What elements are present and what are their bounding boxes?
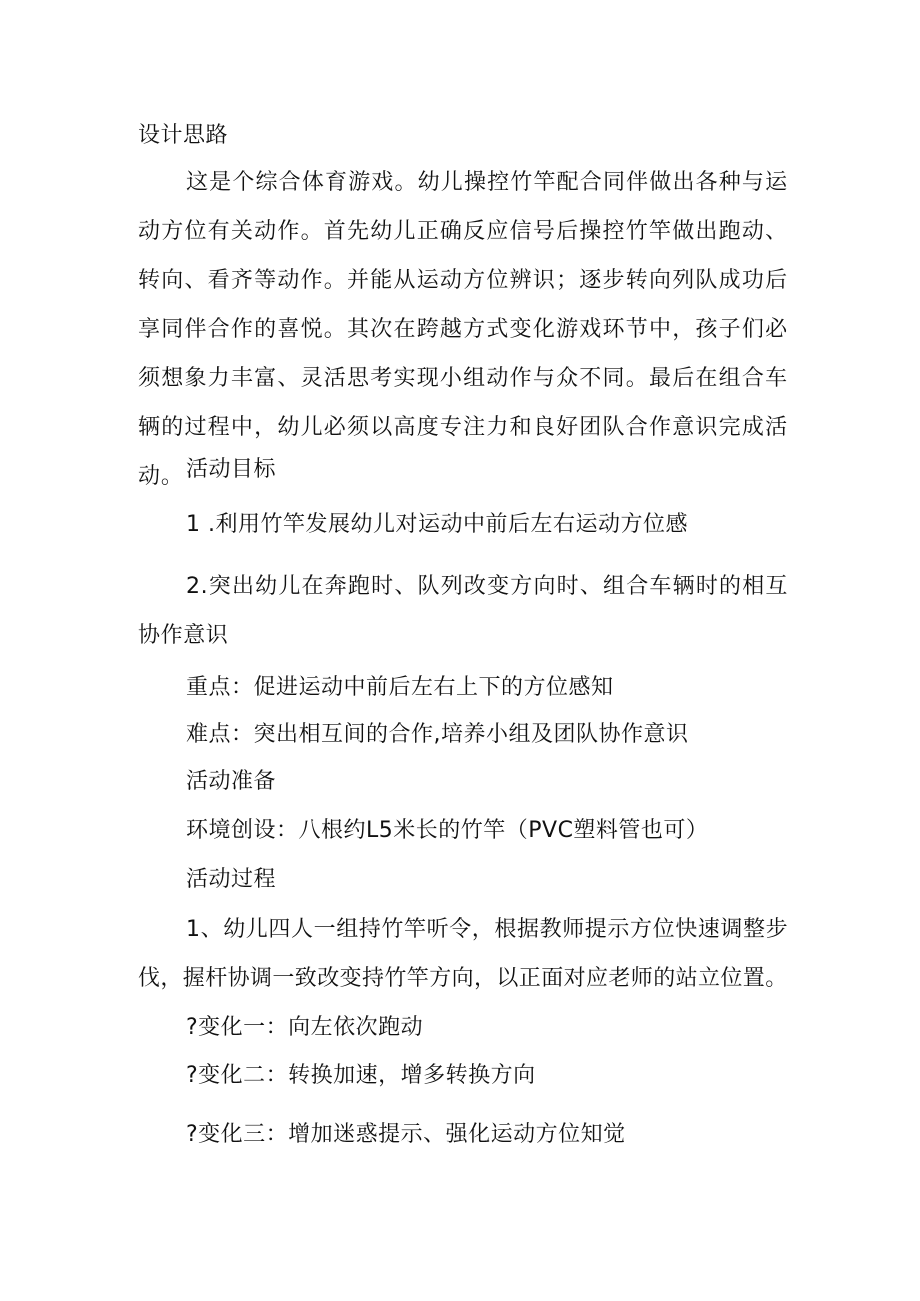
variation-2: ?变化二：转换加速，增多转换方向	[186, 1063, 536, 1088]
goal-item-2: 2.突出幼儿在奔跑时、队列改变方向时、组合车辆时的相互协作意识	[138, 574, 788, 648]
heading-activity-process: 活动过程	[186, 867, 277, 892]
variation-1: ?变化一：向左依次跑动	[186, 1015, 424, 1040]
heading-design-thinking: 设计思路	[138, 123, 229, 148]
goal-item-1: 1 .利用竹竿发展幼儿对运动中前后左右运动方位感	[186, 512, 688, 537]
heading-activity-goals: 活动目标	[186, 457, 277, 482]
process-step-1: 1、幼儿四人一组持竹竿听令，根据教师提示方位快速调整步伐，握杆协调一致改变持竹竿方向，以正面对应老师的站立位置。	[138, 917, 788, 991]
variation-3: ?变化三：增加迷惑提示、强化运动方位知觉	[186, 1122, 626, 1147]
key-point: 重点：促进运动中前后左右上下的方位感知	[186, 675, 614, 700]
design-thinking-paragraph: 这是个综合体育游戏。幼儿操控竹竿配合同伴做出各种与运动方位有关动作。首先幼儿正确反应信号后操控竹竿做出跑动、转向、看齐等动作。并能从运动方位辨识；逐步转向列队成功后享同伴合作的喜悦。其次在跨越方式变化游戏环节中，孩子们必须想象力丰富、灵活思考实现小组动作与众不同。最后在组合车辆的过程中，幼儿必须以高度专注力和良好团队合作意识完成活动。	[138, 170, 788, 489]
environment-setup: 环境创设：八根约L5米长的竹竿（PVC塑料管也可）	[186, 818, 709, 843]
difficult-point: 难点：突出相互间的合作,培养小组及团队协作意识	[186, 722, 689, 747]
heading-activity-preparation: 活动准备	[186, 769, 277, 794]
